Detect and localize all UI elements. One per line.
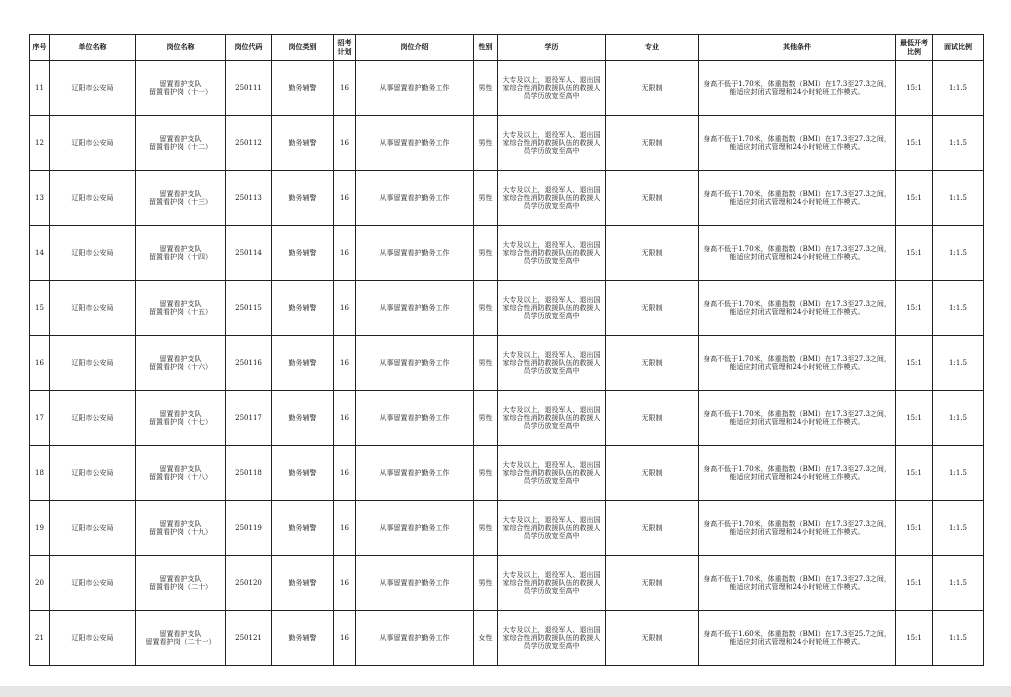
cell-serial-number: 11 xyxy=(30,61,50,116)
cell-education: 大专及以上，退役军人、退出国家综合性消防救援队伍的救援人员学历放宽至高中 xyxy=(498,556,606,611)
cell-gender: 男性 xyxy=(474,391,498,446)
cell-post-code: 250120 xyxy=(226,556,272,611)
table-body xyxy=(30,61,984,666)
table-row xyxy=(30,501,984,556)
cell-major: 无限制 xyxy=(606,336,699,391)
cell-min-exam-ratio: 15:1 xyxy=(896,61,933,116)
cell-post-intro: 从事留置看护勤务工作 xyxy=(356,501,474,556)
cell-post-name: 留置看护支队 留置看护岗（二十一） xyxy=(136,611,226,666)
cell-gender: 男性 xyxy=(474,446,498,501)
cell-serial-number: 20 xyxy=(30,556,50,611)
cell-unit-name: 辽阳市公安局 xyxy=(50,226,136,281)
table-row xyxy=(30,281,984,336)
cell-unit-name: 辽阳市公安局 xyxy=(50,556,136,611)
cell-recruit-plan: 16 xyxy=(334,501,356,556)
cell-gender: 男性 xyxy=(474,226,498,281)
column-header: 岗位介绍 xyxy=(356,35,474,61)
cell-education: 大专及以上，退役军人、退出国家综合性消防救援队伍的救援人员学历放宽至高中 xyxy=(498,391,606,446)
cell-major: 无限制 xyxy=(606,171,699,226)
cell-post-code: 250121 xyxy=(226,611,272,666)
column-header: 序号 xyxy=(30,35,50,61)
cell-recruit-plan: 16 xyxy=(334,611,356,666)
cell-recruit-plan: 16 xyxy=(334,61,356,116)
cell-post-intro: 从事留置看护勤务工作 xyxy=(356,171,474,226)
cell-post-name: 留置看护支队 留置看护岗（十二） xyxy=(136,116,226,171)
cell-major: 无限制 xyxy=(606,281,699,336)
cell-major: 无限制 xyxy=(606,611,699,666)
cell-post-name: 留置看护支队 留置看护岗（十六） xyxy=(136,336,226,391)
cell-major: 无限制 xyxy=(606,446,699,501)
table-row xyxy=(30,446,984,501)
column-header: 学历 xyxy=(498,35,606,61)
cell-other-conditions: 身高不低于1.70米，体重指数（BMI）在17.3至27.3之间，能适应封闭式管理和24小时轮班工作模式。 xyxy=(699,556,896,611)
cell-post-intro: 从事留置看护勤务工作 xyxy=(356,446,474,501)
cell-serial-number: 18 xyxy=(30,446,50,501)
cell-education: 大专及以上，退役军人、退出国家综合性消防救援队伍的救援人员学历放宽至高中 xyxy=(498,61,606,116)
cell-post-category: 勤务辅警 xyxy=(272,336,334,391)
cell-min-exam-ratio: 15:1 xyxy=(896,501,933,556)
cell-serial-number: 16 xyxy=(30,336,50,391)
cell-other-conditions: 身高不低于1.70米，体重指数（BMI）在17.3至27.3之间，能适应封闭式管理和24小时轮班工作模式。 xyxy=(699,61,896,116)
cell-interview-ratio: 1:1.5 xyxy=(933,61,984,116)
column-header: 专业 xyxy=(606,35,699,61)
cell-gender: 女性 xyxy=(474,611,498,666)
cell-recruit-plan: 16 xyxy=(334,446,356,501)
cell-min-exam-ratio: 15:1 xyxy=(896,611,933,666)
table-row xyxy=(30,116,984,171)
cell-post-intro: 从事留置看护勤务工作 xyxy=(356,556,474,611)
cell-gender: 男性 xyxy=(474,171,498,226)
cell-post-name: 留置看护支队 留置看护岗（十一） xyxy=(136,61,226,116)
table-row xyxy=(30,556,984,611)
column-header: 面试比例 xyxy=(933,35,984,61)
cell-major: 无限制 xyxy=(606,226,699,281)
cell-other-conditions: 身高不低于1.70米，体重指数（BMI）在17.3至27.3之间，能适应封闭式管理和24小时轮班工作模式。 xyxy=(699,281,896,336)
cell-post-code: 250111 xyxy=(226,61,272,116)
cell-post-name: 留置看护支队 留置看护岗（十五） xyxy=(136,281,226,336)
cell-unit-name: 辽阳市公安局 xyxy=(50,171,136,226)
cell-serial-number: 21 xyxy=(30,611,50,666)
cell-post-category: 勤务辅警 xyxy=(272,391,334,446)
page-bottom-margin xyxy=(0,686,1011,697)
cell-min-exam-ratio: 15:1 xyxy=(896,171,933,226)
cell-post-intro: 从事留置看护勤务工作 xyxy=(356,116,474,171)
cell-unit-name: 辽阳市公安局 xyxy=(50,116,136,171)
cell-post-intro: 从事留置看护勤务工作 xyxy=(356,281,474,336)
cell-post-category: 勤务辅警 xyxy=(272,171,334,226)
table-row xyxy=(30,336,984,391)
cell-post-code: 250118 xyxy=(226,446,272,501)
cell-interview-ratio: 1:1.5 xyxy=(933,556,984,611)
cell-recruit-plan: 16 xyxy=(334,226,356,281)
cell-unit-name: 辽阳市公安局 xyxy=(50,61,136,116)
cell-other-conditions: 身高不低于1.70米，体重指数（BMI）在17.3至27.3之间，能适应封闭式管理和24小时轮班工作模式。 xyxy=(699,226,896,281)
cell-education: 大专及以上，退役军人、退出国家综合性消防救援队伍的救援人员学历放宽至高中 xyxy=(498,336,606,391)
cell-min-exam-ratio: 15:1 xyxy=(896,116,933,171)
cell-education: 大专及以上，退役军人、退出国家综合性消防救援队伍的救援人员学历放宽至高中 xyxy=(498,611,606,666)
cell-post-name: 留置看护支队 留置看护岗（二十） xyxy=(136,556,226,611)
cell-post-intro: 从事留置看护勤务工作 xyxy=(356,611,474,666)
cell-post-intro: 从事留置看护勤务工作 xyxy=(356,61,474,116)
cell-post-category: 勤务辅警 xyxy=(272,281,334,336)
cell-unit-name: 辽阳市公安局 xyxy=(50,446,136,501)
cell-major: 无限制 xyxy=(606,501,699,556)
cell-post-category: 勤务辅警 xyxy=(272,446,334,501)
cell-post-category: 勤务辅警 xyxy=(272,611,334,666)
cell-unit-name: 辽阳市公安局 xyxy=(50,281,136,336)
cell-post-category: 勤务辅警 xyxy=(272,501,334,556)
cell-gender: 男性 xyxy=(474,61,498,116)
cell-post-name: 留置看护支队 留置看护岗（十七） xyxy=(136,391,226,446)
cell-gender: 男性 xyxy=(474,281,498,336)
cell-gender: 男性 xyxy=(474,501,498,556)
table-header-row xyxy=(30,35,984,61)
column-header: 岗位类别 xyxy=(272,35,334,61)
cell-interview-ratio: 1:1.5 xyxy=(933,171,984,226)
cell-post-code: 250113 xyxy=(226,171,272,226)
cell-post-name: 留置看护支队 留置看护岗（十三） xyxy=(136,171,226,226)
table-row xyxy=(30,391,984,446)
cell-post-code: 250119 xyxy=(226,501,272,556)
recruitment-table xyxy=(29,34,984,666)
cell-unit-name: 辽阳市公安局 xyxy=(50,611,136,666)
cell-other-conditions: 身高不低于1.60米，体重指数（BMI）在17.3至25.7之间，能适应封闭式管理和24小时轮班工作模式。 xyxy=(699,611,896,666)
cell-recruit-plan: 16 xyxy=(334,171,356,226)
cell-serial-number: 15 xyxy=(30,281,50,336)
cell-major: 无限制 xyxy=(606,116,699,171)
cell-post-code: 250117 xyxy=(226,391,272,446)
cell-other-conditions: 身高不低于1.70米，体重指数（BMI）在17.3至27.3之间，能适应封闭式管理和24小时轮班工作模式。 xyxy=(699,171,896,226)
table-row xyxy=(30,171,984,226)
cell-unit-name: 辽阳市公安局 xyxy=(50,501,136,556)
cell-min-exam-ratio: 15:1 xyxy=(896,281,933,336)
cell-education: 大专及以上，退役军人、退出国家综合性消防救援队伍的救援人员学历放宽至高中 xyxy=(498,446,606,501)
column-header: 岗位名称 xyxy=(136,35,226,61)
cell-serial-number: 17 xyxy=(30,391,50,446)
column-header: 性别 xyxy=(474,35,498,61)
cell-post-name: 留置看护支队 留置看护岗（十九） xyxy=(136,501,226,556)
cell-post-category: 勤务辅警 xyxy=(272,61,334,116)
table-row xyxy=(30,226,984,281)
cell-unit-name: 辽阳市公安局 xyxy=(50,336,136,391)
cell-education: 大专及以上，退役军人、退出国家综合性消防救援队伍的救援人员学历放宽至高中 xyxy=(498,171,606,226)
cell-gender: 男性 xyxy=(474,556,498,611)
cell-post-category: 勤务辅警 xyxy=(272,556,334,611)
cell-interview-ratio: 1:1.5 xyxy=(933,446,984,501)
cell-post-category: 勤务辅警 xyxy=(272,116,334,171)
cell-interview-ratio: 1:1.5 xyxy=(933,226,984,281)
cell-serial-number: 19 xyxy=(30,501,50,556)
cell-gender: 男性 xyxy=(474,336,498,391)
cell-serial-number: 14 xyxy=(30,226,50,281)
cell-recruit-plan: 16 xyxy=(334,281,356,336)
column-header: 岗位代码 xyxy=(226,35,272,61)
column-header: 最低开考 比例 xyxy=(896,35,933,61)
cell-major: 无限制 xyxy=(606,391,699,446)
cell-post-code: 250114 xyxy=(226,226,272,281)
cell-recruit-plan: 16 xyxy=(334,391,356,446)
cell-recruit-plan: 16 xyxy=(334,336,356,391)
cell-education: 大专及以上，退役军人、退出国家综合性消防救援队伍的救援人员学历放宽至高中 xyxy=(498,281,606,336)
cell-education: 大专及以上，退役军人、退出国家综合性消防救援队伍的救援人员学历放宽至高中 xyxy=(498,501,606,556)
cell-education: 大专及以上，退役军人、退出国家综合性消防救援队伍的救援人员学历放宽至高中 xyxy=(498,226,606,281)
cell-other-conditions: 身高不低于1.70米，体重指数（BMI）在17.3至27.3之间，能适应封闭式管理和24小时轮班工作模式。 xyxy=(699,391,896,446)
cell-interview-ratio: 1:1.5 xyxy=(933,281,984,336)
column-header: 其他条件 xyxy=(699,35,896,61)
cell-post-name: 留置看护支队 留置看护岗（十八） xyxy=(136,446,226,501)
cell-post-code: 250112 xyxy=(226,116,272,171)
cell-major: 无限制 xyxy=(606,61,699,116)
cell-recruit-plan: 16 xyxy=(334,556,356,611)
cell-post-code: 250115 xyxy=(226,281,272,336)
cell-other-conditions: 身高不低于1.70米，体重指数（BMI）在17.3至27.3之间，能适应封闭式管理和24小时轮班工作模式。 xyxy=(699,336,896,391)
cell-other-conditions: 身高不低于1.70米，体重指数（BMI）在17.3至27.3之间，能适应封闭式管理和24小时轮班工作模式。 xyxy=(699,501,896,556)
cell-interview-ratio: 1:1.5 xyxy=(933,611,984,666)
cell-interview-ratio: 1:1.5 xyxy=(933,336,984,391)
cell-major: 无限制 xyxy=(606,556,699,611)
cell-post-code: 250116 xyxy=(226,336,272,391)
cell-min-exam-ratio: 15:1 xyxy=(896,336,933,391)
cell-min-exam-ratio: 15:1 xyxy=(896,446,933,501)
cell-interview-ratio: 1:1.5 xyxy=(933,391,984,446)
cell-serial-number: 13 xyxy=(30,171,50,226)
cell-serial-number: 12 xyxy=(30,116,50,171)
cell-other-conditions: 身高不低于1.70米，体重指数（BMI）在17.3至27.3之间，能适应封闭式管理和24小时轮班工作模式。 xyxy=(699,446,896,501)
cell-recruit-plan: 16 xyxy=(334,116,356,171)
column-header: 单位名称 xyxy=(50,35,136,61)
column-header: 招考 计划 xyxy=(334,35,356,61)
cell-min-exam-ratio: 15:1 xyxy=(896,556,933,611)
cell-gender: 男性 xyxy=(474,116,498,171)
table-row xyxy=(30,61,984,116)
cell-min-exam-ratio: 15:1 xyxy=(896,391,933,446)
cell-post-intro: 从事留置看护勤务工作 xyxy=(356,336,474,391)
cell-education: 大专及以上，退役军人、退出国家综合性消防救援队伍的救援人员学历放宽至高中 xyxy=(498,116,606,171)
table-row xyxy=(30,611,984,666)
cell-other-conditions: 身高不低于1.70米，体重指数（BMI）在17.3至27.3之间，能适应封闭式管理和24小时轮班工作模式。 xyxy=(699,116,896,171)
cell-post-name: 留置看护支队 留置看护岗（十四） xyxy=(136,226,226,281)
cell-post-category: 勤务辅警 xyxy=(272,226,334,281)
cell-post-intro: 从事留置看护勤务工作 xyxy=(356,391,474,446)
cell-interview-ratio: 1:1.5 xyxy=(933,116,984,171)
cell-unit-name: 辽阳市公安局 xyxy=(50,391,136,446)
cell-min-exam-ratio: 15:1 xyxy=(896,226,933,281)
cell-interview-ratio: 1:1.5 xyxy=(933,501,984,556)
cell-post-intro: 从事留置看护勤务工作 xyxy=(356,226,474,281)
